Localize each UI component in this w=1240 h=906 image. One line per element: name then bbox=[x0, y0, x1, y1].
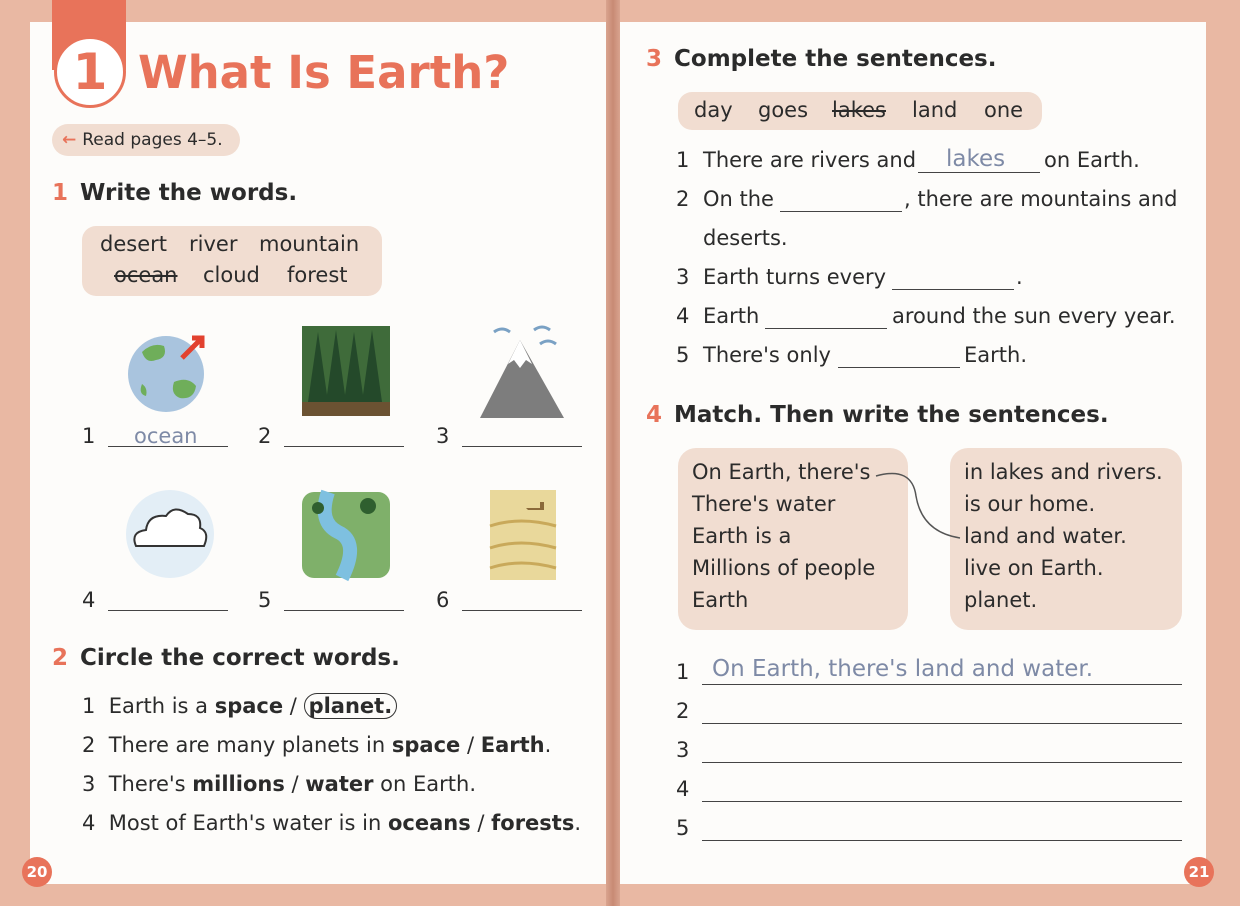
choice-a[interactable]: space bbox=[391, 733, 461, 757]
read-pages-pill bbox=[52, 124, 240, 156]
match-left-1[interactable]: On Earth, there's bbox=[692, 460, 871, 484]
choice-b[interactable]: Earth bbox=[480, 733, 545, 757]
ex1-item-6-num: 6 bbox=[436, 588, 450, 612]
ex3-blank-5[interactable] bbox=[838, 367, 960, 368]
river-icon bbox=[298, 486, 394, 582]
ex4-line-5-num: 5 bbox=[676, 816, 690, 840]
ex4-line-2-num: 2 bbox=[676, 699, 690, 723]
ex4-line-5[interactable] bbox=[702, 840, 1182, 841]
ex1-item-3-num: 3 bbox=[436, 424, 450, 448]
read-pages-text: Read pages 4–5. bbox=[82, 130, 223, 150]
ex1-heading: 1 Write the words. bbox=[52, 180, 298, 206]
choice-a[interactable]: oceans bbox=[387, 811, 471, 835]
ex2-sentence-2: 2 There are many planets in space / Earth. bbox=[82, 733, 552, 757]
forest-icon bbox=[298, 322, 394, 418]
ex4-line-4[interactable] bbox=[702, 801, 1182, 802]
match-right-5[interactable]: planet. bbox=[964, 588, 1038, 612]
ex1-item-6-line[interactable] bbox=[462, 610, 582, 611]
ex1-item-2-num: 2 bbox=[258, 424, 272, 448]
match-right-1[interactable]: in lakes and rivers. bbox=[964, 460, 1163, 484]
ex1-item-4-num: 4 bbox=[82, 588, 96, 612]
ex3-sentence-3-num: 3 bbox=[676, 265, 690, 289]
ex3-sentence-4-b: around the sun every year. bbox=[892, 304, 1176, 328]
ex1-item-5-line[interactable] bbox=[284, 610, 404, 611]
ex1-item-5-num: 5 bbox=[258, 588, 272, 612]
ex3-answer-1: lakes bbox=[946, 146, 1006, 172]
ex2-sentence-3: 3 There's millions / water on Earth. bbox=[82, 772, 476, 796]
ex1-word-box bbox=[82, 226, 382, 296]
word-day: day bbox=[694, 98, 733, 122]
match-connector-line bbox=[870, 468, 966, 548]
word-land: land bbox=[912, 98, 958, 122]
ex2-heading: 2 Circle the correct words. bbox=[52, 645, 400, 671]
match-right-box bbox=[950, 448, 1182, 630]
arrow-left-icon: ← bbox=[62, 130, 77, 150]
ex3-heading: 3 Complete the sentences. bbox=[646, 46, 997, 72]
ex1-item-1-num: 1 bbox=[82, 424, 96, 448]
choice-a[interactable]: space bbox=[214, 694, 284, 718]
word-mountain: mountain bbox=[259, 232, 360, 256]
ex3-sentence-2-c: deserts. bbox=[703, 226, 788, 250]
ex3-sentence-5-b: Earth. bbox=[964, 343, 1027, 367]
unit-number: 1 bbox=[54, 36, 126, 108]
ex4-line-3[interactable] bbox=[702, 762, 1182, 763]
match-right-2[interactable]: is our home. bbox=[964, 492, 1096, 516]
word-ocean: ocean bbox=[114, 263, 178, 287]
ex3-sentence-1-a: There are rivers and bbox=[703, 148, 917, 172]
ex3-sentence-3-a: Earth turns every bbox=[703, 265, 887, 289]
ex3-sentence-4-num: 4 bbox=[676, 304, 690, 328]
ex1-item-1-answer: ocean bbox=[134, 424, 198, 448]
ex3-sentence-5-a: There's only bbox=[703, 343, 831, 367]
ex3-blank-3[interactable] bbox=[892, 289, 1014, 290]
ex3-sentence-2-a: On the bbox=[703, 187, 774, 211]
ex3-sentence-2-b: , there are mountains and bbox=[904, 187, 1178, 211]
choice-b[interactable]: water bbox=[305, 772, 374, 796]
word-cloud: cloud bbox=[203, 263, 260, 287]
ex2-sentence-1: 1 Earth is a space / planet. bbox=[82, 694, 397, 718]
earth-icon bbox=[122, 322, 218, 418]
choice-a[interactable]: millions bbox=[192, 772, 285, 796]
match-left-4[interactable]: Millions of people bbox=[692, 556, 876, 580]
ex4-line-2[interactable] bbox=[702, 723, 1182, 724]
ex3-sentence-2-num: 2 bbox=[676, 187, 690, 211]
ex1-item-4-line[interactable] bbox=[108, 610, 228, 611]
desert-icon bbox=[474, 486, 570, 582]
ex3-sentence-1-b: on Earth. bbox=[1044, 148, 1140, 172]
word-forest: forest bbox=[287, 263, 348, 287]
match-left-5[interactable]: Earth bbox=[692, 588, 749, 612]
ex1-item-3-line[interactable] bbox=[462, 446, 582, 447]
ex4-line-1-answer: On Earth, there's land and water. bbox=[712, 656, 1094, 682]
ex3-word-box bbox=[678, 92, 1042, 130]
book-spine bbox=[606, 0, 620, 906]
ex3-sentence-1-num: 1 bbox=[676, 148, 690, 172]
word-desert: desert bbox=[100, 232, 167, 256]
ex4-line-1-num: 1 bbox=[676, 660, 690, 684]
ex2-sentence-4: 4 Most of Earth's water is in oceans / forests. bbox=[82, 811, 582, 835]
ex4-line-4-num: 4 bbox=[676, 777, 690, 801]
page-number-right: 21 bbox=[1184, 857, 1214, 887]
page-number-left: 20 bbox=[22, 857, 52, 887]
ex3-sentence-3-b: . bbox=[1016, 265, 1023, 289]
word-goes: goes bbox=[758, 98, 809, 122]
word-one: one bbox=[984, 98, 1024, 122]
ex3-sentence-5-num: 5 bbox=[676, 343, 690, 367]
ex4-heading: 4 Match. Then write the sentences. bbox=[646, 402, 1109, 428]
ex3-blank-1[interactable] bbox=[918, 172, 1040, 173]
ex1-item-2-line[interactable] bbox=[284, 446, 404, 447]
ex3-blank-2[interactable] bbox=[780, 211, 902, 212]
ex3-blank-4[interactable] bbox=[765, 328, 887, 329]
word-river: river bbox=[189, 232, 238, 256]
mountain-icon bbox=[474, 322, 570, 418]
match-right-4[interactable]: live on Earth. bbox=[964, 556, 1104, 580]
choice-b-circled[interactable]: planet. bbox=[304, 693, 398, 719]
cloud-icon bbox=[122, 486, 218, 582]
choice-b[interactable]: forests bbox=[491, 811, 575, 835]
page-title: What Is Earth? bbox=[138, 46, 510, 99]
match-right-3[interactable]: land and water. bbox=[964, 524, 1127, 548]
match-left-3[interactable]: Earth is a bbox=[692, 524, 792, 548]
match-left-2[interactable]: There's water bbox=[692, 492, 836, 516]
ex4-line-3-num: 3 bbox=[676, 738, 690, 762]
ex3-sentence-4-a: Earth bbox=[703, 304, 760, 328]
ex4-line-1[interactable] bbox=[702, 684, 1182, 685]
word-lakes: lakes bbox=[832, 98, 886, 122]
